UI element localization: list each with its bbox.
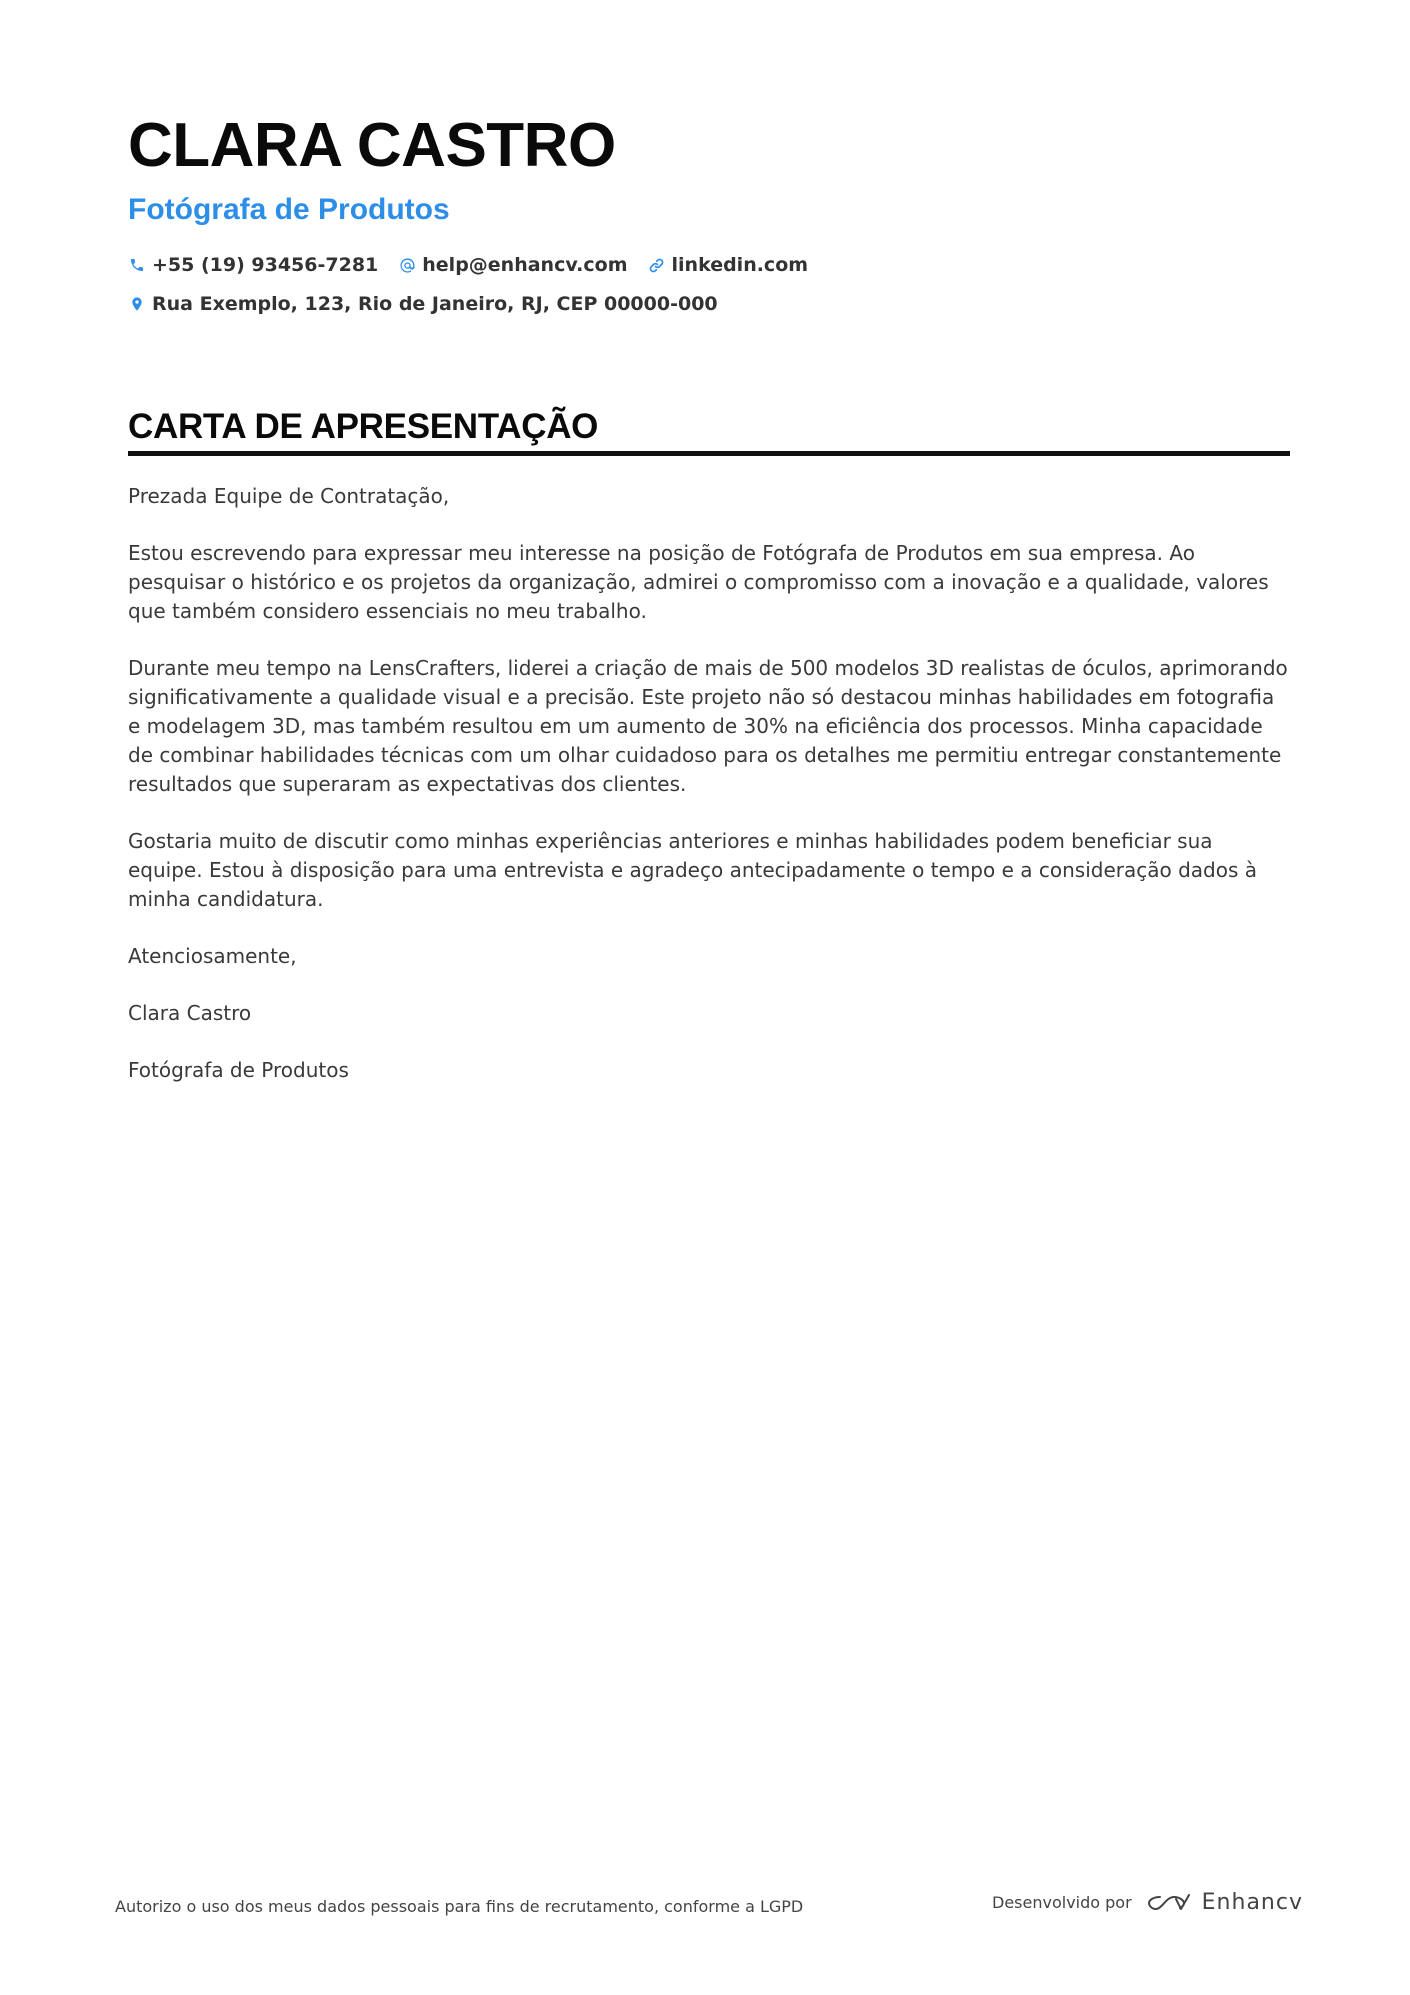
- enhancv-logo-icon: [1146, 1891, 1192, 1915]
- contact-email: [398, 254, 627, 276]
- footer-consent: Autorizo o uso dos meus dados pessoais para fins de recrutamento, conforme a LGPD: [115, 1897, 804, 1916]
- contact-row-secondary: [128, 289, 1288, 319]
- contact-phone: [128, 254, 378, 276]
- letter-paragraph: Durante meu tempo na LensCrafters, liderei a criação de mais de 500 modelos 3D realistas de óculos, aprimorando significativamente a qualidade visual e a precisão. Este projeto não só destacou minhas habilidades em fotografia e modelagem 3D, mas também resultou em um aumento de 30% na eficiência dos processos. Minha capacidade de combinar habilidades técnicas com um olhar cuidadoso para os detalhes me permitiu entregar constantemente resultados que superaram as expectativas dos clientes.: [128, 656, 1288, 796]
- address-text: Rua Exemplo, 123, Rio de Janeiro, RJ, CEP 00000-000: [152, 293, 718, 315]
- phone-text: +55 (19) 93456-7281: [152, 254, 379, 276]
- section-divider: [128, 451, 1290, 456]
- at-icon: [398, 256, 416, 274]
- email-text[interactable]: help@enhancv.com: [422, 254, 628, 276]
- brand-name: Enhancv: [1201, 1890, 1303, 1915]
- resume-header: [128, 108, 1288, 319]
- contact-address: [128, 293, 718, 315]
- footer-branding[interactable]: [992, 1890, 1303, 1915]
- cover-letter-section: [128, 405, 1290, 1113]
- location-pin-icon: [128, 295, 146, 313]
- candidate-name: CLARA CASTRO: [128, 111, 616, 180]
- contact-link: [648, 254, 809, 276]
- link-icon: [648, 256, 666, 274]
- letter-paragraph: Estou escrevendo para expressar meu interesse na posição de Fotógrafa de Produtos em sua empresa. Ao pesquisar o histórico e os projetos da organização, admirei o compromisso com a inovação e a qualidade, valores que também considero essenciais no meu trabalho.: [128, 541, 1269, 623]
- powered-by-label: Desenvolvido por: [992, 1893, 1132, 1912]
- contact-row-primary: [128, 250, 1288, 280]
- link-text[interactable]: linkedin.com: [671, 254, 809, 276]
- section-title: CARTA DE APRESENTAÇÃO: [128, 407, 599, 446]
- letter-greeting: Prezada Equipe de Contratação,: [128, 484, 450, 508]
- signature-title: Fotógrafa de Produtos: [128, 1058, 349, 1082]
- candidate-role: Fotógrafa de Produtos: [128, 193, 450, 226]
- phone-icon: [128, 256, 146, 274]
- signature-name: Clara Castro: [128, 1001, 252, 1025]
- letter-closing: Atenciosamente,: [128, 944, 297, 968]
- letter-body: [128, 482, 1290, 1085]
- letter-paragraph: Gostaria muito de discutir como minhas experiências anteriores e minhas habilidades podem beneficiar sua equipe. Estou à disposição para uma entrevista e agradeço antecipadamente o tempo e a consideração dados à minha candidatura.: [128, 829, 1257, 911]
